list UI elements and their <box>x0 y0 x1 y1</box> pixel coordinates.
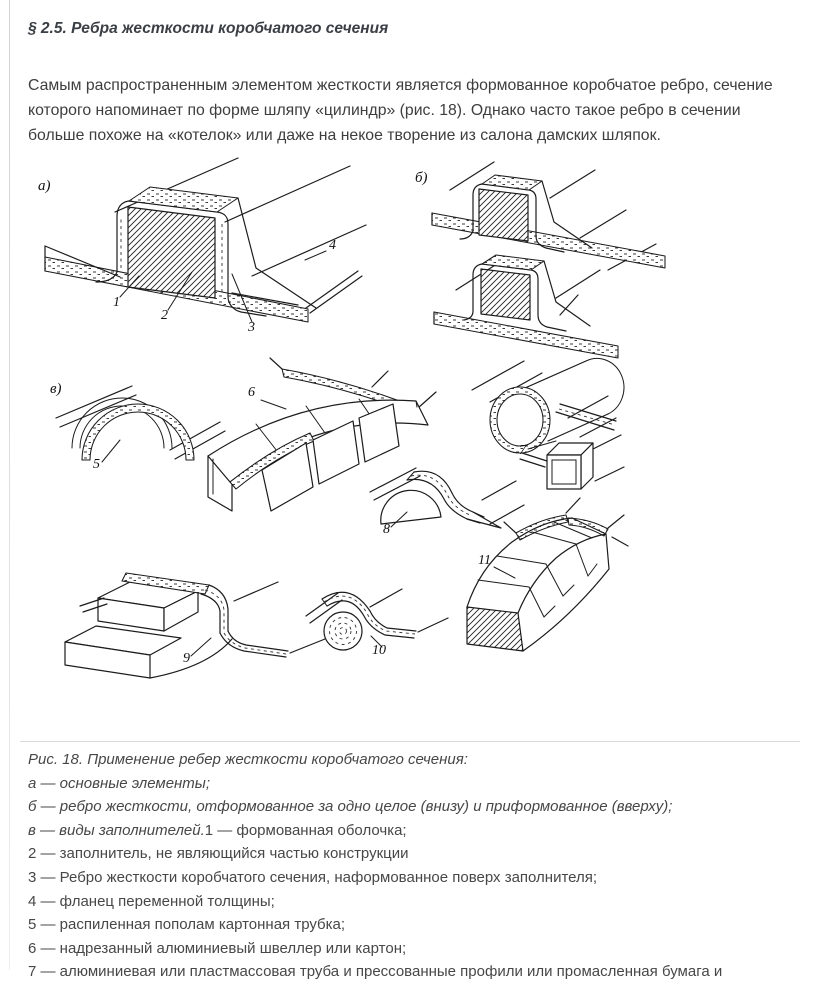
item-7-tube-and-profile <box>472 358 624 489</box>
figure-part-label-3: 3 <box>248 320 255 335</box>
caption-item-7: 7 — алюминиевая или пластмассовая труба и прессованные профили или промасленная бумага и <box>28 963 723 981</box>
item-9-stepped-blocks <box>65 573 330 678</box>
caption-item-6: 6 — надрезанный алюминиевый швеллер или картон; <box>28 939 407 957</box>
item-10-rolled-cylinder <box>306 589 448 658</box>
figure-caption-divider <box>20 741 800 742</box>
figure-label-a: а) <box>38 178 51 194</box>
caption-item-3: 3 — Ребро жесткости коробчатого сечения, наформованное поверх заполнителя; <box>28 868 598 886</box>
subfigure-b <box>415 162 665 358</box>
figure-part-label-8: 8 <box>383 522 390 537</box>
caption-item-2: 2 — заполнитель, не являющийся частью конструкции <box>28 845 409 863</box>
caption-item-4: 4 — фланец переменной толщины; <box>28 892 275 910</box>
figure-part-label-11: 11 <box>478 553 491 568</box>
subfigure-a <box>38 158 366 335</box>
caption-item-b: б — ребро жесткости, отформованное за одно целое (внизу) и приформованное (вверху); <box>28 798 673 816</box>
item-5-half-tube <box>56 386 225 472</box>
figure-part-label-10: 10 <box>372 643 386 658</box>
figure-part-label-4: 4 <box>329 238 336 253</box>
figure-part-label-9: 9 <box>183 651 190 666</box>
left-page-border <box>9 0 10 970</box>
caption-item-1: 1 — формованная оболочка; <box>204 821 407 839</box>
caption-item-a: а — основные элементы; <box>28 774 211 792</box>
intro-paragraph: Самым распространенным элементом жесткости является формованное коробчатое ребро, сечение которого напоминает по форме шляпу «цилиндр» (рис. 18). Однако часто такое ребро в сечении больше похоже на «котелок» или даже на некое творение из салона дамских шляпок. <box>28 76 773 144</box>
figure-part-label-7: 7 <box>519 443 526 458</box>
figure-label-v: в) <box>50 381 62 397</box>
item-8-small-half-cylinder <box>370 468 524 537</box>
figure-label-b: б) <box>415 170 428 186</box>
figure-part-label-1: 1 <box>113 295 120 310</box>
figure-18-illustration <box>20 150 800 742</box>
caption-item-5: 5 — распиленная пополам картонная трубка; <box>28 916 346 934</box>
caption-item-v <box>28 819 800 843</box>
figure-caption <box>28 748 800 984</box>
section-title: § 2.5. Ребра жесткости коробчатого сечения <box>28 20 389 38</box>
figure-part-label-6: 6 <box>248 385 255 400</box>
item-11-curved-block <box>467 498 628 651</box>
figure-part-label-5: 5 <box>93 457 100 472</box>
caption-title: Рис. 18. Применение ребер жесткости коробчатого сечения: <box>28 751 468 768</box>
figure-part-label-2: 2 <box>161 308 168 323</box>
caption-item-v-italic: в — виды заполнителей. <box>28 821 205 839</box>
item-6-notched-channel <box>208 358 436 511</box>
